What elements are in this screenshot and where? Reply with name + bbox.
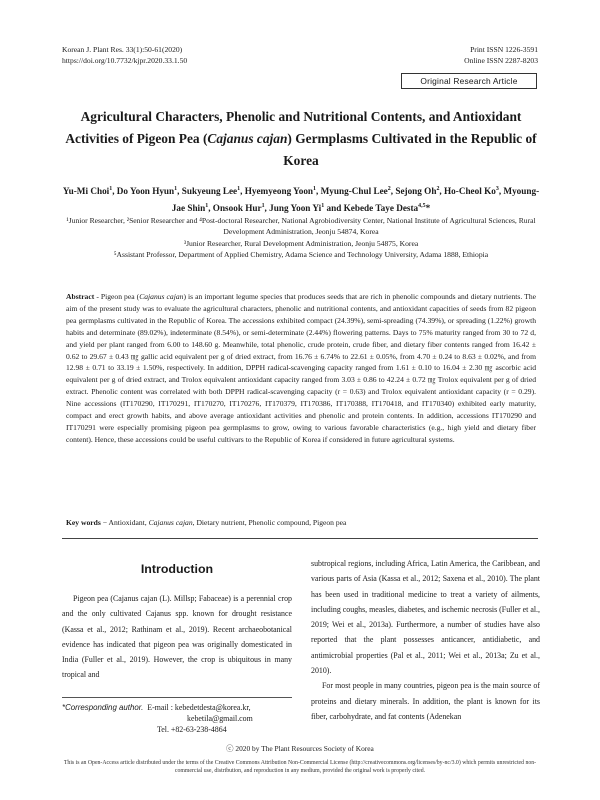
author-name: Jung Yoon Yi [269,203,322,213]
author-affiliation-mark: 4,5 [418,202,426,209]
affiliation-line: ³Junior Researcher, Rural Development Administration, Jeonju 54875, Korea [183,238,419,248]
intro-paragraph: Pigeon pea (Cajanus cajan (L). Millsp; Fabaceae) is a perennial crop and the only cultivated Cajanus spp. known for drought resistance (Kassa et al., 2012; Rathinam et al., 2019). Recent archaeobotanical evidence has indicated that pigeon pea was originally domesticated in India (Fuller et al., 2019). However, the crop is ubiquitous in many tropical and [62,594,292,680]
title-species-name: Cajanus cajan [207,131,288,146]
journal-header [62,44,187,66]
abstract-body: ) is an important legume species that produces seeds that are rich in phenolic compounds and dietary nutrients. The aim of the present study was to evaluate the agricultural characters, phenolic and nutritional contents, and antioxidant capacities of seeds from 82 pigeon pea germplasms cultivated in the Republic of Korea. The accessions exhibited compact (24.39%), semi-spreading (74.39%), or spreading (1.22%) growth habits and determinate (89.02%), indeterminate (8.54%), or semi-determinate (2.44%) flowering patterns. Days to 75% maturity ranged from 30 to 72 d, and yield per plant ranged from 6.00 to 148.60 g. Meanwhile, total phenolic, crude protein, crude fiber, and dietary fiber contents ranged from 16.42 ± 0.62 to 29.67 ± 0.43 ㎎ gallic acid equivalent per g of dried extract, from 16.76 ± 6.74% to 22.61 ± 0.05%, from 4.70 ± 0.24 to 8.63 ± 0.02%, and from 12.98 ± 0.71 to 33.19 ± 1.50%, respectively. In addition, DPPH radical-scavenging capacity ranged from 1.61 ± 0.10 to 16.04 ± 2.30 ㎎ ascorbic acid equivalent per g of dried extract, and Trolox equivalent antioxidant capacity ranged from 3.03 ± 0.86 to 42.24 ± 0.72 ㎎ Trolox equivalent per g of dried extract. Phenolic content was correlated with both DPPH radical-scavenging capacity (r = 0.63) and Trolox equivalent antioxidant capacity (r = 0.29). Nine accessions (IT170290, IT170291, IT170270, IT170276, IT170379, IT170386, IT170388, IT170418, and IT170340) exhibited early maturity, compact and erect growth habits, and above average antioxidant activities and phenolic and protein contents. In addition, accessions IT170290 and IT170291 were especially promising pigeon pea germplasms to grow, owing to various favorable characteristics (e.g., high yield and dietary fiber content). Hence, these accessions could be useful cultivars to the Republic of Korea if considered in future agricultural systems. [66,292,536,444]
abstract: Abstract - Pigeon pea (Cajanus cajan) is an important legume species that produces seeds that are rich in phenolic compounds and dietary nutrients. The aim of the present study was to evaluate the agricultural characters, phenolic and nutritional contents, and antioxidant capacities of seeds from 82 pigeon pea germplasms cultivated in the Republic of Korea. The accessions exhibited compact (24.39%), semi-spreading (74.39%), or spreading (1.22%) growth habits and determinate (89.02%), indeterminate (8.54%), or semi-determinate (2.44%) flowering patterns. Days to 75% maturity ranged from 30 to 72 d, and yield per plant ranged from 6.00 to 148.60 g. Meanwhile, total phenolic, crude protein, crude fiber, and dietary fiber contents ranged from 16.42 ± 0.62 to 29.67 ± 0.43 ㎎ gallic acid equivalent per g of dried extract, from 16.76 ± 6.74% to 22.61 ± 0.05%, from 4.70 ± 0.24 to 8.63 ± 0.02%, and from 12.98 ± 0.71 to 33.19 ± 1.50%, respectively. In addition, DPPH radical-scavenging capacity ranged from 1.61 ± 0.10 to 16.04 ± 2.30 ㎎ ascorbic acid equivalent per g of dried extract, and Trolox equivalent antioxidant capacity ranged from 3.03 ± 0.86 to 42.24 ± 0.72 ㎎ Trolox equivalent per g of dried extract. Phenolic content was correlated with both DPPH radical-scavenging capacity (r = 0.63) and Trolox equivalent antioxidant capacity (r = 0.29). Nine accessions (IT170290, IT170291, IT170270, IT170276, IT170379, IT170386, IT170388, IT170418, and IT170340) exhibited early maturity, compact and erect growth habits, and above average antioxidant activities and phenolic and protein contents. In addition, accessions IT170290 and IT170291 were especially promising pigeon pea germplasms to grow, owing to various favorable characteristics (e.g., high yield and dietary fiber content). Hence, these accessions could be useful cultivars to the Republic of Korea if considered in future agricultural systems. [66,292,536,444]
intro-paragraph: For most people in many countries, pigeon pea is the main source of proteins and dietary minerals. In addition, the plant is known for its fiber, carbohydrate, and fat contents (Adenekan [311,681,540,721]
journal-citation: Korean J. Plant Res. 33(1):50-61(2020) [62,45,183,54]
author-affiliation-mark: 1 [313,185,317,192]
author-name: Ho-Cheol Ko [444,186,496,196]
affiliations [62,215,540,261]
author-affiliation-mark: 1 [321,202,325,209]
author-affiliation-mark: 2 [436,185,440,192]
section-divider [62,538,538,539]
author-name: Myoung-Jae Shin [171,186,540,213]
author-affiliation-mark: 1 [174,185,178,192]
author-affiliation-mark: 2 [387,185,391,192]
author-name: Yu-Mi Choi [62,186,110,196]
phone-number: Tel. +82-63-238-4864 [157,725,227,734]
author-affiliation-mark: 1 [205,202,209,209]
issn-header [464,44,538,66]
author-name: Myung-Chul Lee [320,186,388,196]
abstract-label: Abstract [66,292,95,301]
corresponding-author: *Corresponding author. E-mail : kebedetdesta@korea.kr, kebetila@gmail.com Tel. +82-63-238-4864 [62,697,292,735]
author-affiliation-mark: 1 [237,185,241,192]
print-issn: Print ISSN 1226-3591 [470,45,538,54]
author-name: Do Yoon Hyun [116,186,175,196]
left-column [62,591,292,683]
author-name: Sejong Oh [395,186,437,196]
affiliation-line: ⁵Assistant Professor, Department of Applied Chemistry, Adama Science and Technology University, Adama 1888, Ethiopia [113,250,489,260]
article-type-badge: Original Research Article [401,73,537,89]
author-name: Hyemyeong Yoon [244,186,314,196]
doi-link[interactable]: https://doi.org/10.7732/kjpr.2020.33.1.50 [62,56,188,65]
affiliation-line: ¹Junior Researcher, ²Senior Researcher and ⁴Post-doctoral Researcher, National Agrobiodiversity Center, National Institute of Agricultural Sciences, Rural Development Administration, Jeonju 54874, Korea [66,216,536,237]
email-link[interactable]: kebedetdesta@korea.kr, [174,703,251,712]
author-name: Sukyeung Lee [181,186,238,196]
author-affiliation-mark: 3 [495,185,499,192]
author-name: Onsook Hur [212,203,262,213]
copyright-notice: ⓒ 2020 by The Plant Resources Society of Korea [226,744,374,753]
keywords: Key words − Antioxidant, Cajanus cajan, Dietary nutrient, Phenolic compound, Pigeon pea [66,518,347,527]
right-column [311,556,540,724]
author-name: Kebede Taye Desta [343,203,419,213]
keywords-label: Key words [66,518,101,527]
email-link[interactable]: kebetila@gmail.com [187,714,253,723]
author-list: Yu-Mi Choi$^1$, Do Yoon Hyun$^1$, Sukyeung Lee$^1$, Hyemyeong Yoon$^1$, Myung-Chul Lee$^2$, Sejong Oh$^2$, Ho-Cheol Ko$^3$, Myoung-Jae Shin$^1$, Onsook Hur$^1$, Jung Yoon Yi$^1$ and Kebede Taye Desta$^{4,5}$* [62,185,540,213]
paper-title: Agricultural Characters, Phenolic and Nutritional Contents, and Antioxidant Activities of Pigeon Pea (Cajanus cajan) Germplasms Cultivated in the Republic of Korea [65,109,537,168]
author-affiliation-mark: 1 [261,202,265,209]
intro-paragraph: subtropical regions, including Africa, Latin America, the Caribbean, and various parts of Asia (Kassa et al., 2012; Saxena et al., 2010). The plant has been used in traditional medicine to treat a variety of ailments, including coughs, measles, diabetes, and ischemic necrosis (Fuller et al., 2019; Wei et al., 2013a). Furthermore, a number of studies have also reported that the plant possesses anticancer, antidiabetic, and antimicrobial properties (Pal et al., 2011; Wei et al., 2013a; Zu et al., 2010). [311,559,540,676]
author-affiliation-mark: 1 [109,185,113,192]
license-notice: This is an Open-Access article distributed under the terms of the Creative Commons Attribution Non-Commercial License (http://creativecommons.org/licenses/by-nc/3.0) which permits unrestricted non-commercial use, distribution, and reproduction in any medium, provided the original work is properly cited. [63,760,537,774]
corresponding-label: *Corresponding author. [62,703,144,712]
introduction-heading: Introduction [140,562,214,576]
online-issn: Online ISSN 2287-8203 [464,56,538,65]
